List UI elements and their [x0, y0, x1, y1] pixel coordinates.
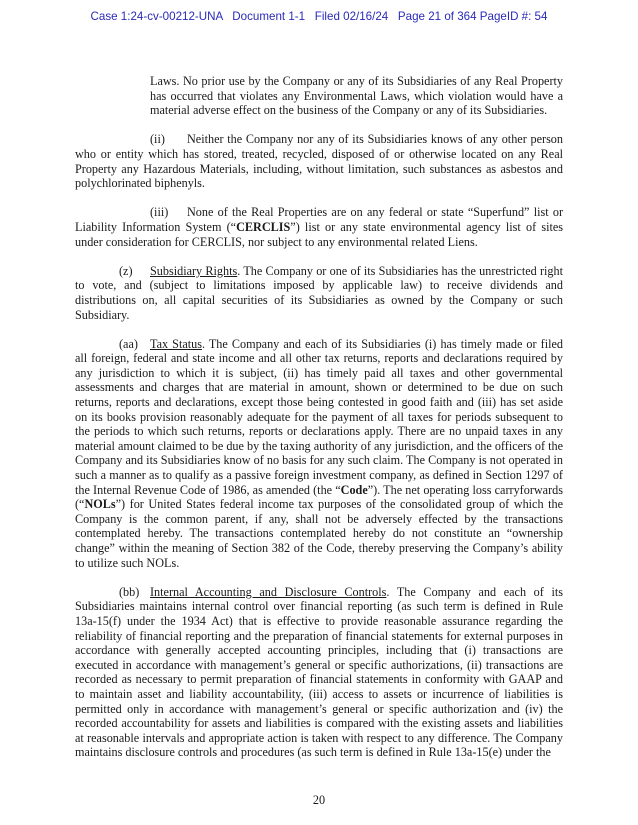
item-iii-text-after: ”) list or any state environmental agency list of sites under consideration for CERCLIS, nor subject to any environmental related Liens. — [75, 219, 563, 249]
section-aa-text-2: ”). The net operating loss carryforwards (“ — [75, 482, 563, 512]
continuation-text: Laws. No prior use by the Company or any of its Subsidiaries of any Real Property has occurred that violates any Environmental Laws, which violation would have a material adverse effect on the business of the Company or any of its Subsidiaries. — [150, 74, 563, 118]
section-bb-heading: Internal Accounting and Disclosure Controls — [150, 584, 387, 599]
item-iii-paragraph — [75, 205, 563, 249]
item-iii-text-before: None of the Real Properties are on any federal or state “Superfund” list or Liability Information System (“ — [75, 205, 563, 234]
item-ii-paragraph — [75, 132, 563, 190]
court-filing-stamp: Case 1:24-cv-00212-UNA Document 1-1 Filed 02/16/24 Page 21 of 364 PageID #: 54 — [90, 10, 548, 23]
section-aa-marker: (aa) — [119, 336, 138, 351]
section-aa-text-3: ”) for United States federal income tax purposes of the consolidated group of which the Company is the common parent, if any, shall not be adversely effected by the transactions contemplated hereby. The transactions contemplated hereby do not constitute an “ownership change” within the meaning of Section 382 of the Code, thereby preserving the Company’s ability to utilize such NOLs. — [75, 497, 563, 570]
section-z-paragraph — [75, 264, 563, 322]
defined-term-cerclis: CERCLIS — [236, 219, 291, 234]
section-aa-text-1: . The Company and each of its Subsidiaries (i) has timely made or filed all foreign, federal and state income and all other tax returns, reports and declarations required by any jurisdiction to which it is subject, (ii) has timely paid all taxes and other governmental assessments and charges that are material in amount, shown or determined to be due on such returns, reports and declarations, except those being contested in good faith and (iii) has set aside on its books provision reasonably adequate for the payment of all taxes for periods subsequent to the periods to which such returns, reports or declarations apply. There are no unpaid taxes in any material amount claimed to be due by the taxing authority of any jurisdiction, and the officers of the Company and its Subsidiaries know of no basis for any such claim. The Company is not operated in such a manner as to qualify as a passive foreign investment company, as defined in Section 1297 of the Internal Revenue Code of 1986, as amended (the “ — [75, 336, 563, 497]
section-bb-paragraph — [75, 585, 563, 760]
section-bb-text: . The Company and each of its Subsidiaries maintains internal control over financial reporting (as such term is defined in Rule 13a-15(f) under the 1934 Act) that is effective to provide reasonable assurance regarding the reliability of financial reporting and the preparation of financial statements for external purposes in accordance with generally accepted accounting principles, including that (i) transactions are executed in accordance with management’s general or specific authorizations, (ii) transactions are recorded as necessary to permit preparation of financial statements in conformity with GAAP and to maintain asset and liability accountability, (iii) access to assets or incurrence of liabilities is permitted only in accordance with management’s general or specific authorization and (iv) the recorded accountability for assets and liabilities is compared with the existing assets and liabilities at reasonable intervals and appropriate action is taken with respect to any difference. The Company maintains disclosure controls and procedures (as such term is defined in Rule 13a-15(e) under the — [75, 584, 563, 760]
section-z-text: . The Company or one of its Subsidiaries has the unrestricted right to vote, and (subject to limitations imposed by applicable law) to receive dividends and distributions on, all capital securities of its Subsidiaries as owned by the Company or such Subsidiary. — [75, 263, 563, 322]
defined-term-code: Code — [340, 482, 368, 497]
item-ii-marker: (ii) — [150, 132, 165, 147]
section-aa-paragraph — [75, 337, 563, 571]
document-page — [75, 74, 563, 760]
section-z-marker: (z) — [119, 263, 133, 278]
defined-term-nols: NOLs — [84, 497, 116, 512]
continuation-paragraph — [75, 74, 563, 118]
page-number: 20 — [312, 793, 326, 807]
section-bb-marker: (bb) — [119, 584, 140, 599]
section-aa-heading: Tax Status — [150, 336, 202, 351]
item-iii-marker: (iii) — [150, 205, 169, 220]
section-z-heading: Subsidiary Rights — [150, 263, 238, 278]
item-ii-text: Neither the Company nor any of its Subsidiaries knows of any other person who or entity which has stored, treated, recycled, disposed of or otherwise located on any Real Property any Hazardous Materials, including, without limitation, such substances as asbestos and polychlorinated biphenyls. — [75, 132, 563, 191]
